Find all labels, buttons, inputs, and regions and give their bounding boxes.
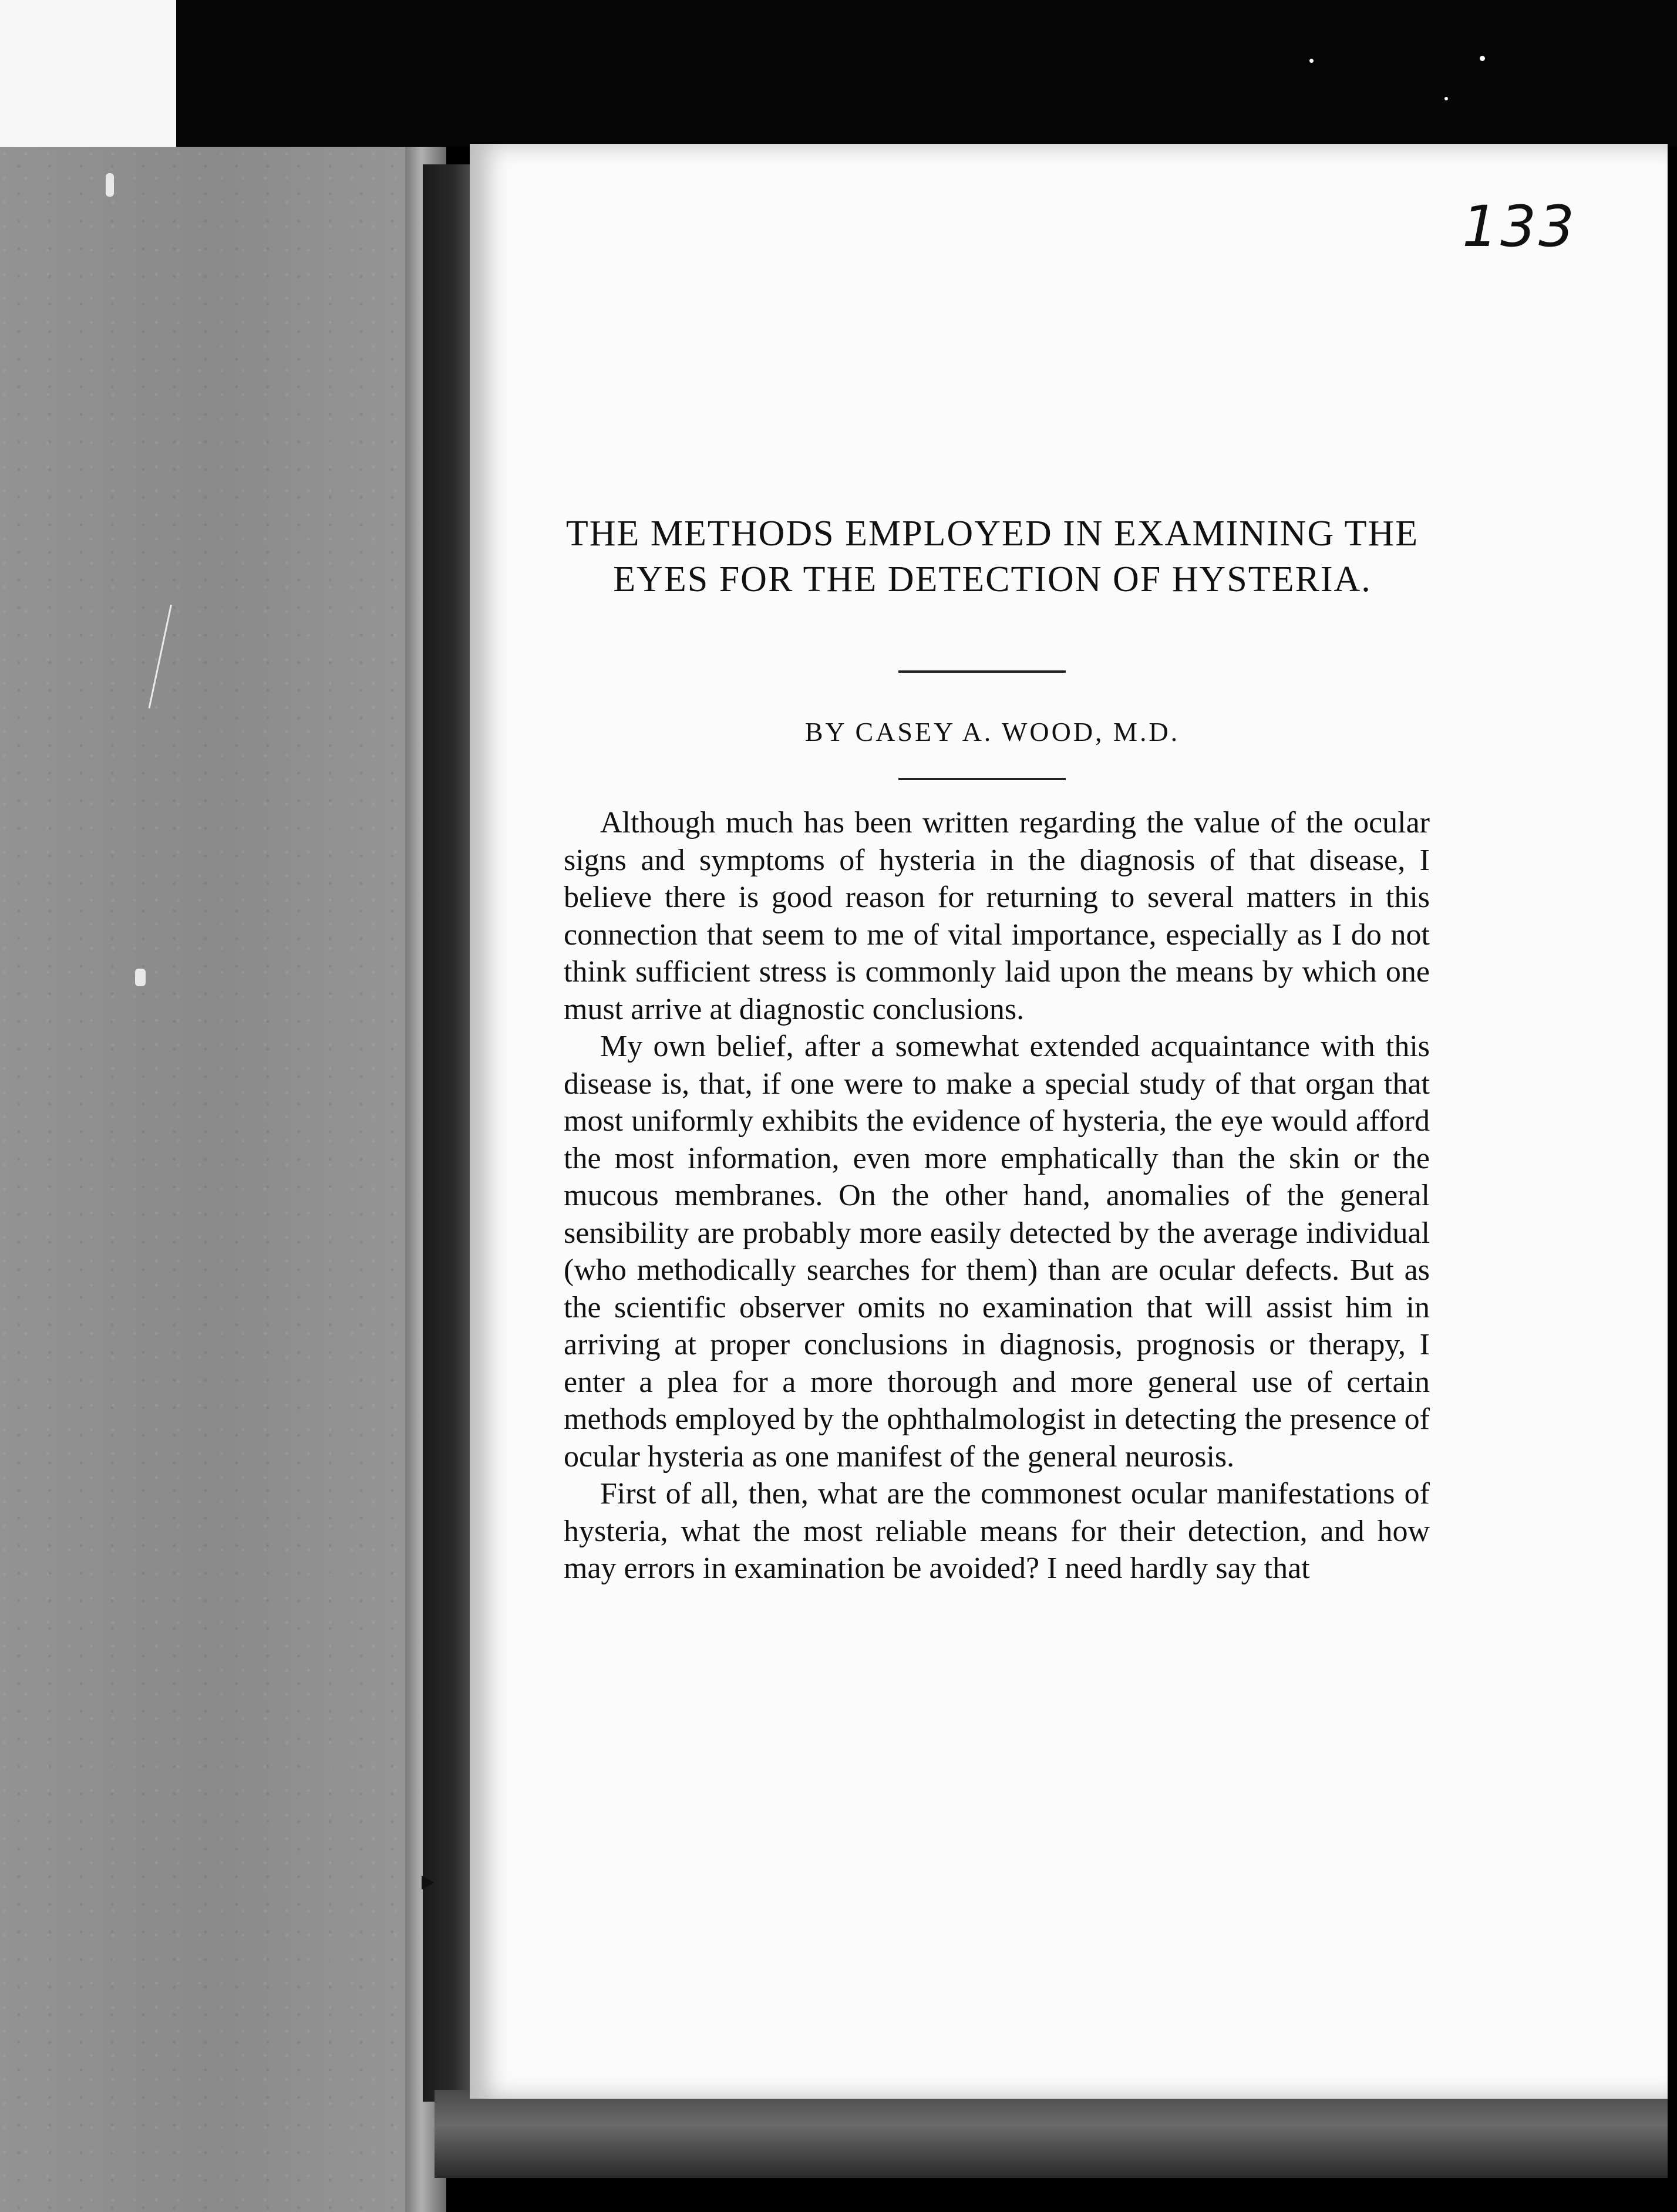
paragraph: My own belief, after a somewhat extended acquaintance with this disease is, that, if one were to make a special study of that organ that most uniformly exhibits the evidence of hysteria, the eye would afford the most information, even more emphatically than the skin or the mucous membranes. On the other hand, anomalies of the general sensibility are probably more easily detected by the average individual (who methodically searches for them) than are ocular defects. But as the scientific observer omits no examination that will assist him in arriving at proper conclusions in diagnosis, prognosis or therapy, I enter a plea for a more thorough and more general use of certain methods employed by the ophthalmologist in detecting the presence of ocular hysteria as one manifest of the general neurosis. — [564, 1030, 1430, 1473]
page-bottom-edge — [435, 2090, 1668, 2178]
article-title: THE METHODS EMPLOYED IN EXAMINING THE EYES FOR THE DETECTION OF HYSTERIA. — [565, 514, 1419, 599]
book-cover — [0, 147, 429, 2212]
cover-scratch — [135, 969, 146, 986]
title-rule — [898, 670, 1066, 673]
page-number: 133 — [1462, 194, 1577, 259]
dust-speck — [1480, 56, 1485, 61]
byline-rule — [898, 778, 1066, 780]
dust-speck — [1309, 59, 1314, 63]
dust-speck — [1444, 97, 1448, 100]
paragraph: First of all, then, what are the commonest ocular manifestations of hysteria, what the most reliable means for their detection, and how may errors in examination be avoided? I need hardly say that — [564, 1477, 1430, 1585]
cover-scratch — [106, 173, 114, 197]
article-byline: BY CASEY A. WOOD, M.D. — [804, 717, 1180, 747]
margin-arrow-icon — [422, 1876, 435, 1890]
cover-scratch — [149, 605, 172, 709]
scanner-background — [0, 0, 1677, 147]
cover-top-edge — [0, 0, 176, 147]
article-body — [564, 804, 1430, 1587]
paragraph: Although much has been written regarding the value of the ocular signs and symptoms of hysteria in the diagnosis of that disease, I believe there is good reason for returning to several matters in this connection that seem to me of vital importance, especially as I do not think sufficient stress is commonly laid upon the means by which one must arrive at diagnostic conclusions. — [564, 806, 1430, 1026]
